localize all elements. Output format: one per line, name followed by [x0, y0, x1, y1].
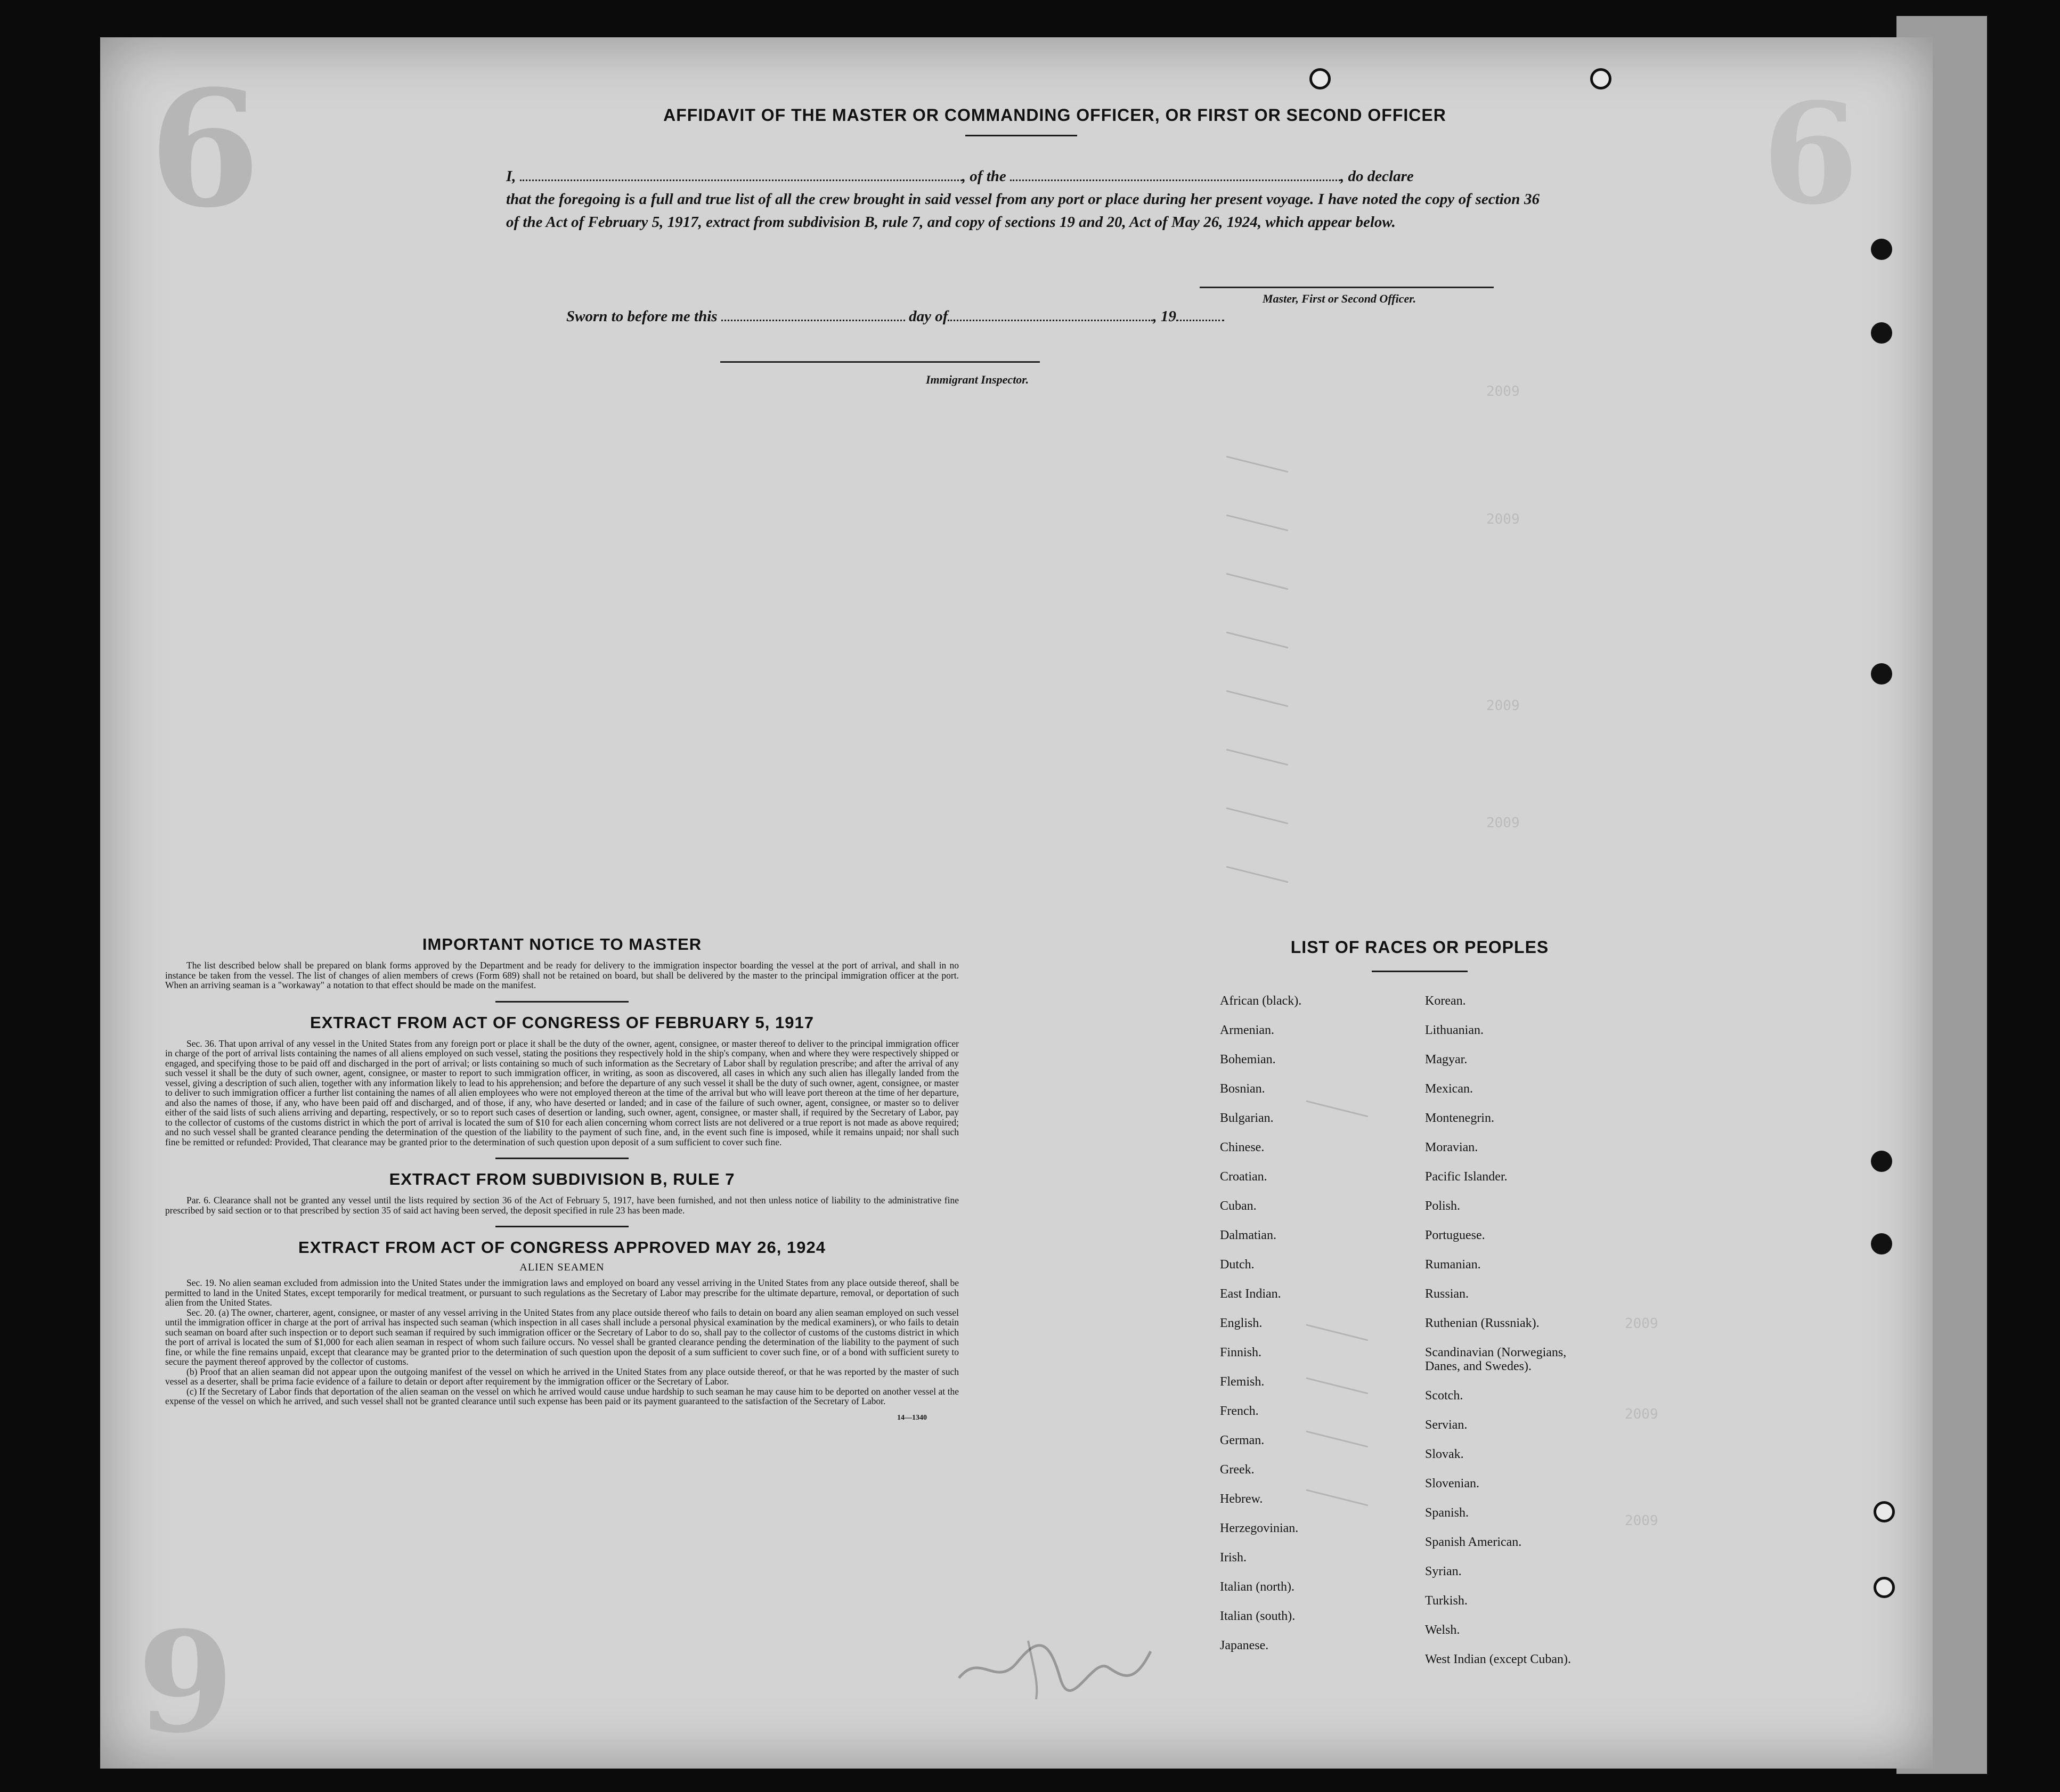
affidavit-title-rule — [965, 135, 1077, 136]
race-item: Turkish. — [1425, 1594, 1468, 1608]
handwritten-scrawl — [948, 1619, 1161, 1705]
race-item: Croatian. — [1220, 1170, 1267, 1184]
race-item: Slovenian. — [1425, 1477, 1479, 1490]
race-item: Magyar. — [1425, 1053, 1468, 1066]
races-left-column — [1220, 987, 1301, 1660]
races-title-rule — [1372, 971, 1468, 972]
race-item: Greek. — [1220, 1463, 1255, 1477]
race-item: Korean. — [1425, 994, 1466, 1008]
form-number: 14—1340 — [897, 1413, 927, 1422]
race-item: Hebrew. — [1220, 1492, 1263, 1506]
race-item: Scandinavian (Norwegians, Danes, and Swedes). — [1425, 1346, 1567, 1373]
vessel-name-field[interactable] — [1010, 167, 1340, 181]
race-item: East Indian. — [1220, 1287, 1281, 1301]
extract-1924-sec19: Sec. 19. No alien seaman excluded from admission into the United States under the immigration laws and employed on board any vessel arriving in the United States from any place outside thereof, shall be permitted to land in the United States, except temporarily for medical treatment, or pursuant to such regulations as the Secretary of Labor may prescribe for the ultimate departure, removal, or deportation of such alien from the United States. — [165, 1277, 959, 1308]
race-item: Italian (north). — [1220, 1580, 1294, 1594]
declarant-name-field[interactable] — [520, 167, 962, 181]
extract-1924-sec20a: Sec. 20. (a) The owner, charterer, agent, consignee, or master of any vessel arriving in the United States from any place outside thereof who fails to detain on board any alien seaman employed on such vessel until the immigration officer in charge at the port of arrival has inspected such seaman (which inspection in all cases shall include a personal physical examination by the medical examiners), or who fails to detain such seaman on board after such inspection or to deport such seaman if required by such immigration officer or the Secretary of Labor to do so, shall pay to the collector of customs of the customs district in which the port of arrival is located the sum of $1,000 for each alien seaman in respect of whom such failure occurs. No vessel shall be granted clearance pending the determination of the liability to the payment of such fine, or while the fine remains unpaid, except that clearance may be granted prior to the determination of such question upon the deposit of a sum sufficient to cover such fine, or of a bond with sufficient surety to secure the payment thereof approved by the collector of customs. — [165, 1307, 959, 1367]
race-item: Mexican. — [1425, 1082, 1473, 1096]
race-item: English. — [1220, 1316, 1263, 1330]
race-item: West Indian (except Cuban). — [1425, 1652, 1571, 1666]
race-item: Bulgarian. — [1220, 1111, 1274, 1125]
notices-column — [165, 935, 959, 1422]
race-item: African (black). — [1220, 994, 1302, 1008]
extract-1924-sec20c: (c) If the Secretary of Labor finds that deportation of the alien seaman on the vessel on which he arrived would cause undue hardship to such seaman he may cause him to be deported on another vessel at the expense of the vessel on which he arrived, and such vessel shall not be granted clearance until such expense has been paid or its payment guaranteed to the satisfaction of the Secretary of Labor. — [165, 1386, 959, 1406]
binder-hole-1 — [1871, 239, 1892, 260]
sworn-year: , 19 — [1153, 308, 1176, 325]
declaration-do-declare: , do declare — [1340, 168, 1414, 185]
race-item: Irish. — [1220, 1551, 1247, 1565]
race-item: Pacific Islander. — [1425, 1170, 1508, 1184]
race-item: Flemish. — [1220, 1375, 1265, 1389]
race-item: Dalmatian. — [1220, 1228, 1276, 1242]
sworn-day-of: day of — [909, 308, 948, 325]
race-item: German. — [1220, 1433, 1265, 1447]
race-item: Servian. — [1425, 1418, 1468, 1432]
sworn-year-field[interactable] — [1176, 308, 1224, 321]
affidavit-body — [506, 165, 1540, 234]
binder-hole-top-right — [1590, 68, 1611, 89]
sworn-prefix: Sworn to before me this — [566, 308, 718, 325]
race-item: Scotch. — [1425, 1389, 1463, 1403]
notice-title: IMPORTANT NOTICE TO MASTER — [422, 935, 702, 954]
race-item: Moravian. — [1425, 1141, 1478, 1154]
extract-rule7-text: Par. 6. Clearance shall not be granted any vessel until the lists required by section 36 of the Act of February 5, 1917, have been furnished, and not then unless notice of liability to the administrative fine prescribed by said section or to that prescribed by section 35 of said act having been served, the deposit specified in rule 23 has been made. — [165, 1195, 959, 1216]
declaration-line — [506, 165, 1540, 188]
races-right-column — [1425, 987, 1601, 1674]
binder-hole-3 — [1871, 663, 1892, 685]
alien-seamen-subtitle: ALIEN SEAMEN — [519, 1261, 605, 1273]
inspector-signature-caption: Immigrant Inspector. — [926, 373, 1029, 386]
declaration-text: that the foregoing is a full and true list of all the crew brought in said vessel from any port or place during her present voyage. I have noted the copy of section 36 of the Act of February 5, 1917, extract from subdivision B, rule 7, and copy of sections 19 and 20, Act of May 26, 1924, which appear below. — [506, 191, 1540, 231]
divider — [495, 1001, 629, 1003]
race-item: Welsh. — [1425, 1623, 1460, 1637]
race-item: Ruthenian (Russniak). — [1425, 1316, 1540, 1330]
extract-1924-title: EXTRACT FROM ACT OF CONGRESS APPROVED MAY 26, 1924 — [298, 1238, 826, 1257]
extract-1917-title: EXTRACT FROM ACT OF CONGRESS OF FEBRUARY 5, 1917 — [310, 1013, 814, 1032]
sworn-month-field[interactable] — [948, 308, 1153, 321]
binder-hole-7 — [1874, 1577, 1895, 1598]
sworn-day-field[interactable] — [721, 308, 905, 321]
page-number-mark-bottom: 6 — [137, 1597, 234, 1760]
extract-1924-sec20b: (b) Proof that an alien seaman did not appear upon the outgoing manifest of the vessel on which he arrived in the United States from any place outside thereof, or that he was reported by the master of such vessel as a deserter, shall be prima facie evidence of a failure to detain or deport after requirement by the immigration officer or the Secretary of Labor. — [165, 1366, 959, 1387]
race-item: Chinese. — [1220, 1141, 1265, 1154]
divider — [495, 1226, 629, 1227]
document-page — [100, 37, 1933, 1769]
race-item: Spanish. — [1425, 1506, 1469, 1520]
race-item: Armenian. — [1220, 1023, 1274, 1037]
race-item: Polish. — [1425, 1199, 1461, 1213]
binder-hole-5 — [1871, 1233, 1892, 1255]
race-item: Rumanian. — [1425, 1258, 1481, 1272]
race-item: Italian (south). — [1220, 1609, 1296, 1623]
declaration-i: I, — [506, 168, 516, 185]
notice-text: The list described below shall be prepared on blank forms approved by the Department and be ready for delivery to the immigration inspector boarding the vessel at the port of arrival, and shall in no instance be taken from the vessel. The list of changes of alien members of crews (Form 689) shall not be retained on board, but shall be delivered by the master to the principal immigration officer at the port. When an arriving seaman is a "workaway" a notation to that effect should be made on the manifest. — [165, 960, 959, 990]
race-item: Syrian. — [1425, 1565, 1462, 1578]
race-item: Portuguese. — [1425, 1228, 1485, 1242]
race-item: Lithuanian. — [1425, 1023, 1484, 1037]
race-item: Spanish American. — [1425, 1535, 1522, 1549]
page-number-mark-right: 6 — [1762, 73, 1859, 235]
race-item: Russian. — [1425, 1287, 1469, 1301]
race-item: Slovak. — [1425, 1447, 1464, 1461]
races-title: LIST OF RACES OR PEOPLES — [1290, 938, 1549, 957]
race-item: Bohemian. — [1220, 1053, 1276, 1066]
sworn-line — [566, 308, 1224, 325]
binder-hole-4 — [1871, 1151, 1892, 1172]
declaration-of-the: , of the — [962, 168, 1006, 185]
race-item: Dutch. — [1220, 1258, 1255, 1272]
binder-hole-top-left — [1309, 68, 1331, 89]
race-item: Cuban. — [1220, 1199, 1257, 1213]
race-item: Bosnian. — [1220, 1082, 1265, 1096]
master-signature-line[interactable] — [1200, 287, 1494, 288]
race-item: French. — [1220, 1404, 1259, 1418]
master-signature-caption: Master, First or Second Officer. — [1263, 292, 1416, 305]
race-item: Japanese. — [1220, 1639, 1269, 1652]
divider — [495, 1158, 629, 1159]
binder-hole-2 — [1871, 322, 1892, 344]
page-number-mark-top: 6 — [149, 55, 260, 243]
race-item: Finnish. — [1220, 1346, 1262, 1359]
binder-hole-6 — [1874, 1501, 1895, 1522]
affidavit-title: AFFIDAVIT OF THE MASTER OR COMMANDING OFFICER, OR FIRST OR SECOND OFFICER — [663, 105, 1446, 125]
inspector-signature-line[interactable] — [720, 361, 1040, 363]
race-item: Herzegovinian. — [1220, 1521, 1299, 1535]
extract-rule7-title: EXTRACT FROM SUBDIVISION B, RULE 7 — [389, 1170, 735, 1188]
extract-1917-text: Sec. 36. That upon arrival of any vessel in the United States from any foreign port or place it shall be the duty of the owner, agent, consignee, or master thereof to deliver to the principal immigration officer in charge of the port of arrival lists containing the names of all aliens employed on such vessel, stating the positions they respectively hold in the ship's company, when and where they were respectively shipped or engaged, and specifying those to be paid off and discharged in the port of arrival; or lists containing so much of such information as the Secretary of Labor shall by regulation prescribe; and after the arrival of any such vessel it shall be the duty of such owner, agent, consignee, or master to report to such immigration officer, in writing, as soon as discovered, all cases in which any such alien has illegally landed from the vessel, giving a description of such alien, together with any information likely to lead to his apprehension; and before the departure of any such vessel it shall be the duty of such owner, agent, consignee, or master to deliver to such immigration officer a further list containing the names of all alien employees who were not employed thereon at the time of the arrival but who will leave port thereon at the time of her departure, and also the names of those, if any, who have been paid off and discharged, and of those, if any, who have deserted or landed; and in case of the failure of such owner, agent, consignee, or master so to deliver either of the said lists of such aliens arriving and departing, respectively, or so to report such cases of desertion or landing, such owner, agent, consignee, or master shall, if required by the Secretary of Labor, pay to the collector of customs of the customs district in which the port of arrival is located the sum of $10 for each alien concerning whom correct lists are not delivered or a true report is not made as above required; and no such vessel shall be granted clearance pending the determination of the question of the liability to the payment of such fine, and, in the event such fine is imposed, while it remains unpaid; nor shall such fine be remitted or refunded: Provided, That clearance may be granted prior to the determination of such question upon deposit of a sum sufficient to cover such fine. — [165, 1038, 959, 1147]
race-item: Montenegrin. — [1425, 1111, 1494, 1125]
